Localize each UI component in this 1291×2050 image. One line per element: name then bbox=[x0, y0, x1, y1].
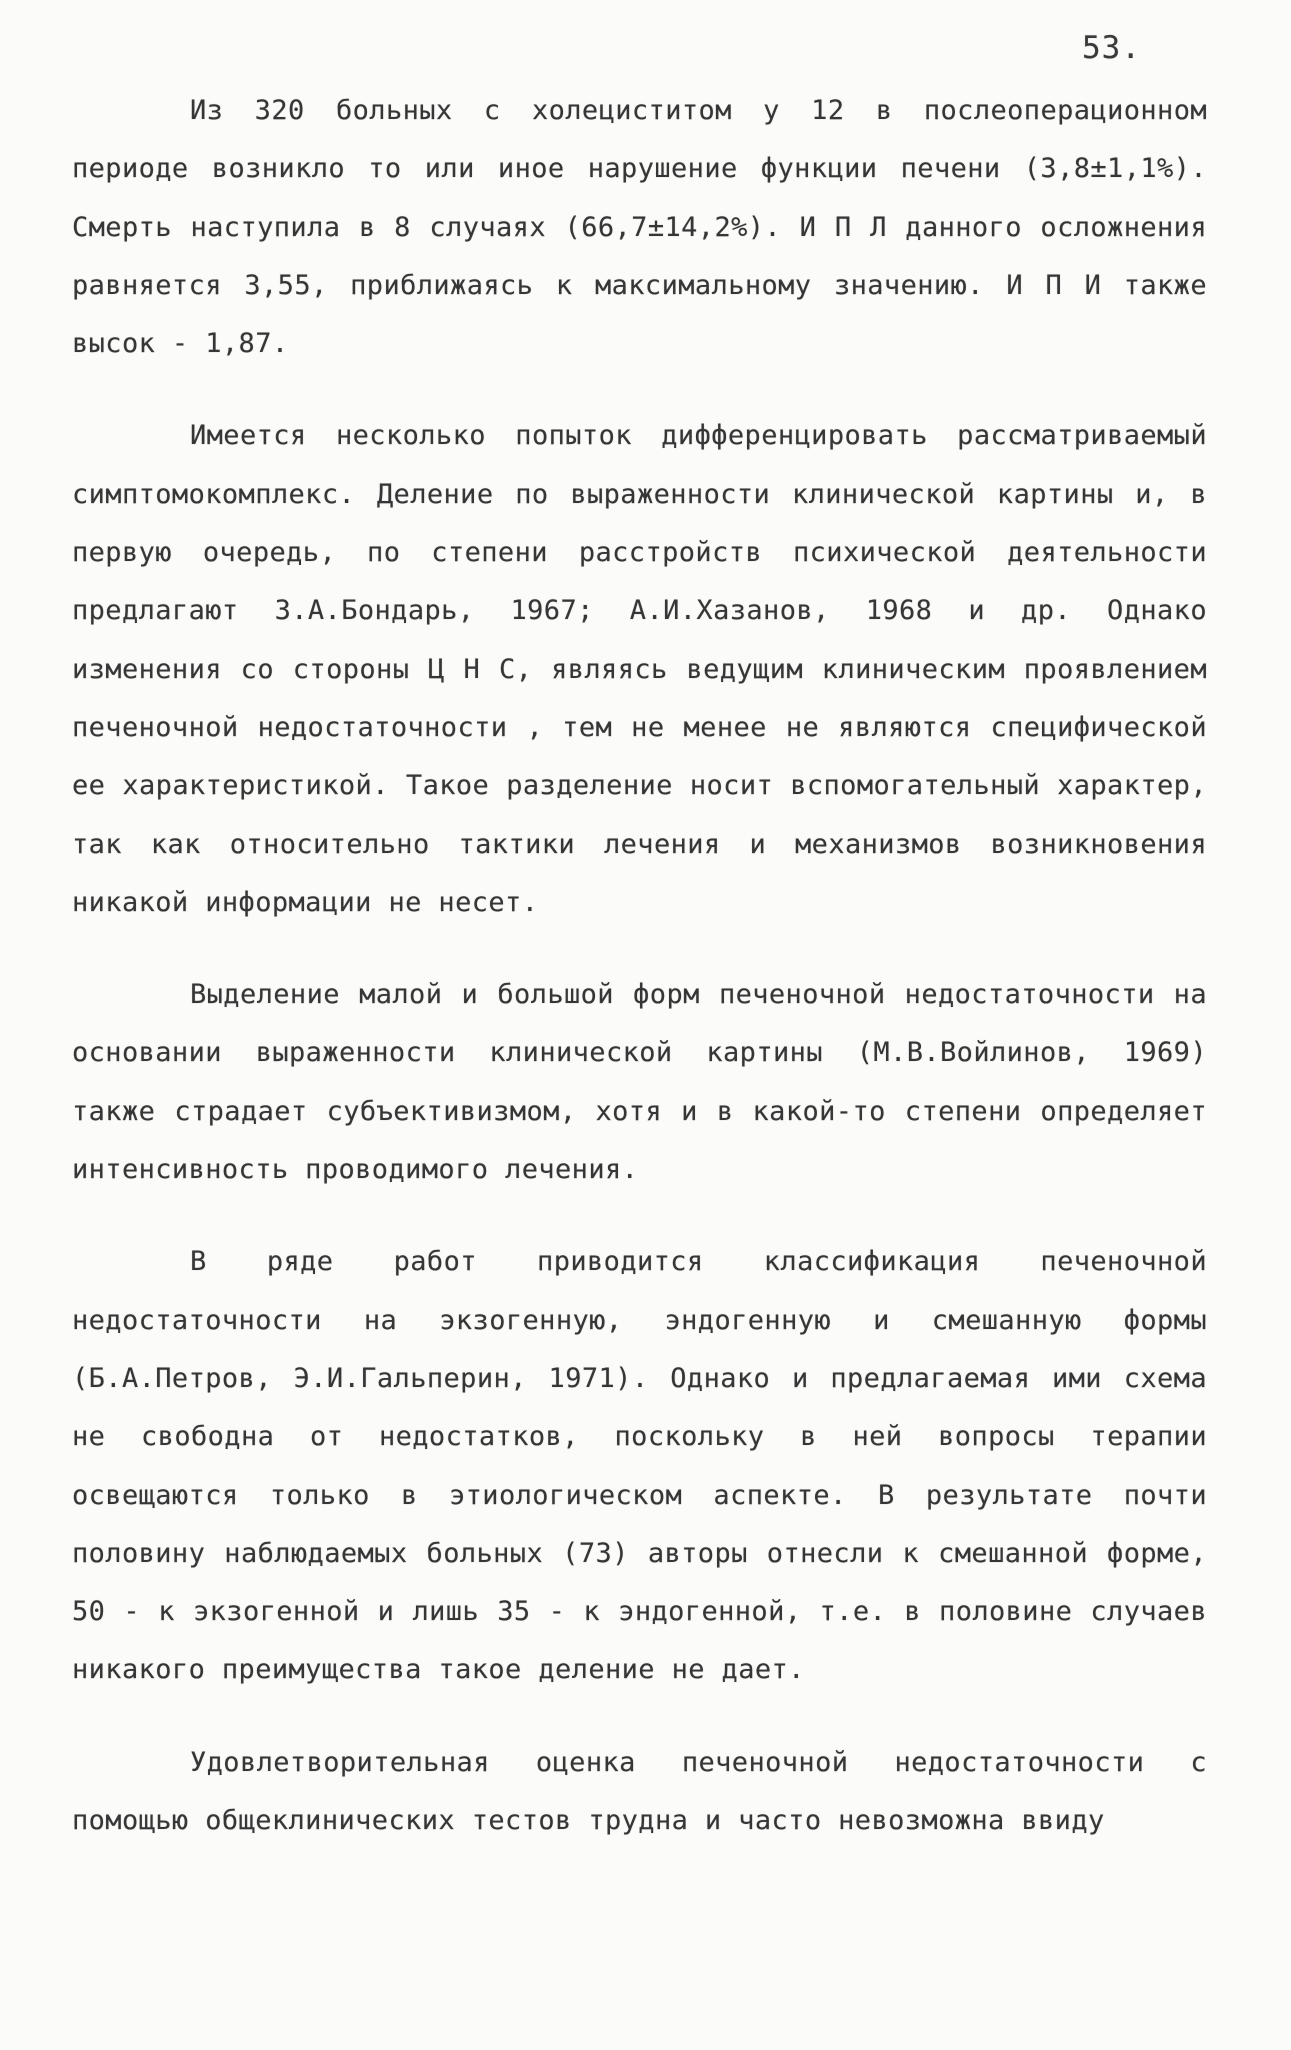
body-text bbox=[72, 82, 1207, 1850]
page-number: 53. bbox=[1082, 30, 1141, 66]
paragraph: Выделение малой и большой форм печеночной недостаточности на основании выраженности клинической картины (М.В.Войлинов, 1969) также страдает субъективизмом, хотя и в какой-то степени определяет интенсивность проводимого лечения. bbox=[72, 979, 1207, 1186]
paragraph: В ряде работ приводится классификация печеночной недостаточности на экзогенную, эндогенную и смешанную формы (Б.А.Петров, Э.И.Гальперин, 1971). Однако и предлагаемая ими схема не свободна от недостатков, поскольку в ней вопросы терапии освещаются только в этиологическом аспекте. В результате почти половину наблюдаемых больных (73) авторы отнесли к смешанной форме, 50 - к экзогенной и лишь 35 - к эндогенной, т.е. в половине случаев никакого преимущества такое деление не дает. bbox=[72, 1246, 1207, 1686]
paragraph: Имеется несколько попыток дифференцировать рассматриваемый симптомокомплекс. Деление по выраженности клинической картины и, в первую очередь, по степени расстройств психической деятельности предлагают З.А.Бондарь, 1967; А.И.Хазанов, 1968 и др. Однако изменения со стороны Ц Н С, являясь ведущим клиническим проявлением печеночной недостаточности , тем не менее не являются специфической ее характеристикой. Такое разделение носит вспомогательный характер, так как относительно тактики лечения и механизмов возникновения никакой информации не несет. bbox=[72, 420, 1207, 918]
paragraph: Из 320 больных с холециститом у 12 в послеоперационном периоде возникло то или иное нарушение функции печени (3,8±1,1%). Смерть наступила в 8 случаях (66,7±14,2%). И П Л данного осложнения равняется 3,55, приближаясь к максимальному значению. И П И также высок - 1,87. bbox=[72, 95, 1207, 360]
paragraph: Удовлетворительная оценка печеночной недостаточности с помощью общеклинических тестов трудна и часто невозможна ввиду bbox=[72, 1746, 1207, 1837]
